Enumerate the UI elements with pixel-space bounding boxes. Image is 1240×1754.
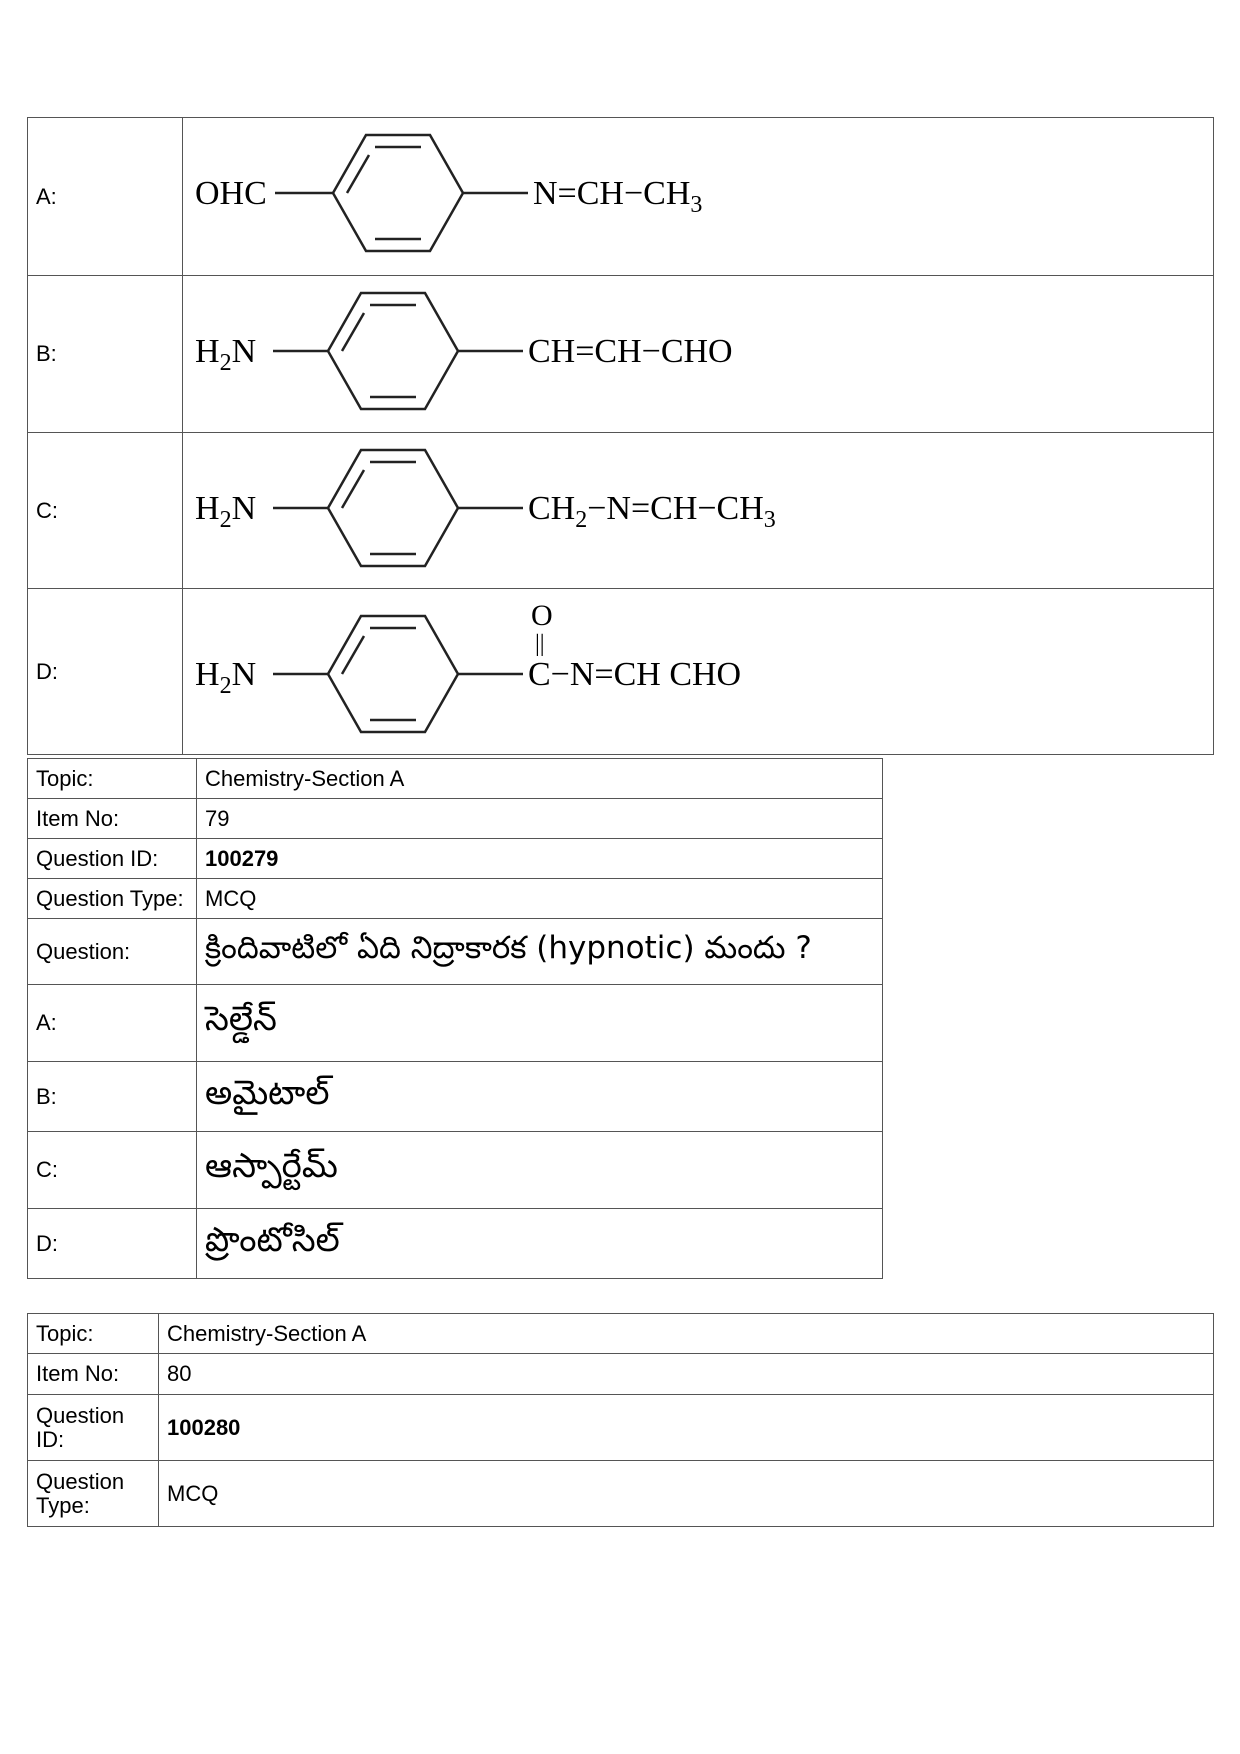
q79-qtype-value: MCQ xyxy=(197,879,883,919)
option-label-c: C: xyxy=(28,433,183,589)
q79-qtype-row xyxy=(28,879,883,919)
structure-options-table xyxy=(27,117,1214,755)
q80-topic-value: Chemistry-Section A xyxy=(159,1314,1214,1354)
structure-b-right-group: CH=CH−CHO xyxy=(528,333,733,370)
structure-a-right-group: $N=CH-CH_3$ xyxy=(533,175,703,218)
option-label-a: A: xyxy=(28,118,183,276)
q79-question-text: క్రిందివాటిలో ఏది నిద్రాకారక (hypnotic) మందు ? xyxy=(197,919,883,985)
q79-question-row xyxy=(28,919,883,985)
q79-option-d-text: ప్రొంటోసిల్ xyxy=(197,1209,883,1279)
option-label-d: D: xyxy=(28,589,183,755)
structure-d-right-group: C−N=CH CHO xyxy=(528,656,742,693)
option-row-c xyxy=(28,433,1214,589)
q80-qid-value: 100280 xyxy=(159,1395,1214,1461)
q80-item-value: 80 xyxy=(159,1354,1214,1395)
structure-b-drawing xyxy=(183,276,1213,426)
structure-c-left-group: $H_2N$ xyxy=(195,490,257,533)
q79-option-c-row xyxy=(28,1132,883,1209)
structure-b-left-group: $H_2N$ xyxy=(195,333,257,376)
option-label-b: B: xyxy=(28,276,183,433)
structure-c-drawing xyxy=(183,433,1213,582)
q79-option-c-text: ఆస్పార్టేమ్ xyxy=(197,1132,883,1209)
q80-item-row xyxy=(28,1354,1214,1395)
q79-option-b-label: B: xyxy=(28,1062,197,1132)
q79-option-b-text: అమైటాల్ xyxy=(197,1062,883,1132)
q80-topic-label: Topic: xyxy=(28,1314,159,1354)
structure-c-right-group: $CH_2-N=CH-CH_3$ xyxy=(528,490,776,533)
q79-option-a-text: సెల్డేన్ xyxy=(197,985,883,1062)
structure-d-drawing xyxy=(183,589,1213,748)
q80-topic-row xyxy=(28,1314,1214,1354)
q79-topic-row xyxy=(28,759,883,799)
question-79-table xyxy=(27,758,883,1279)
benzene-ring-c xyxy=(328,450,458,566)
q79-option-d-row xyxy=(28,1209,883,1279)
q79-topic-value: Chemistry-Section A xyxy=(197,759,883,799)
option-row-a xyxy=(28,118,1214,276)
option-row-d xyxy=(28,589,1214,755)
structure-d-double-bond: || xyxy=(535,631,545,657)
benzene-ring-a xyxy=(333,135,463,251)
q80-qid-label: Question ID: xyxy=(28,1395,159,1461)
benzene-ring-b xyxy=(328,293,458,409)
q79-topic-label: Topic: xyxy=(28,759,197,799)
benzene-ring-d xyxy=(328,616,458,732)
q79-option-c-label: C: xyxy=(28,1132,197,1209)
q80-qtype-value: MCQ xyxy=(159,1461,1214,1527)
q79-option-a-label: A: xyxy=(28,985,197,1062)
structure-a xyxy=(183,118,1214,276)
option-row-b xyxy=(28,276,1214,433)
structure-d-carbonyl-oxygen: O xyxy=(531,599,553,632)
q80-qtype-label: Question Type: xyxy=(28,1461,159,1527)
q79-item-value: 79 xyxy=(197,799,883,839)
q79-item-label: Item No: xyxy=(28,799,197,839)
question-80-table xyxy=(27,1313,1214,1527)
structure-a-left-group: OHC xyxy=(195,175,267,212)
q79-option-d-label: D: xyxy=(28,1209,197,1279)
q80-item-label: Item No: xyxy=(28,1354,159,1395)
q79-question-label: Question: xyxy=(28,919,197,985)
structure-c xyxy=(183,433,1214,589)
q79-qid-label: Question ID: xyxy=(28,839,197,879)
q79-option-b-row xyxy=(28,1062,883,1132)
q80-qid-row xyxy=(28,1395,1214,1461)
q80-qtype-row xyxy=(28,1461,1214,1527)
q79-qid-row xyxy=(28,839,883,879)
q79-item-row xyxy=(28,799,883,839)
structure-d xyxy=(183,589,1214,755)
structure-d-left-group: $H_2N$ xyxy=(195,656,257,699)
q79-qid-value: 100279 xyxy=(197,839,883,879)
structure-b xyxy=(183,276,1214,433)
structure-a-drawing xyxy=(183,118,1213,269)
q79-qtype-label: Question Type: xyxy=(28,879,197,919)
q79-option-a-row xyxy=(28,985,883,1062)
